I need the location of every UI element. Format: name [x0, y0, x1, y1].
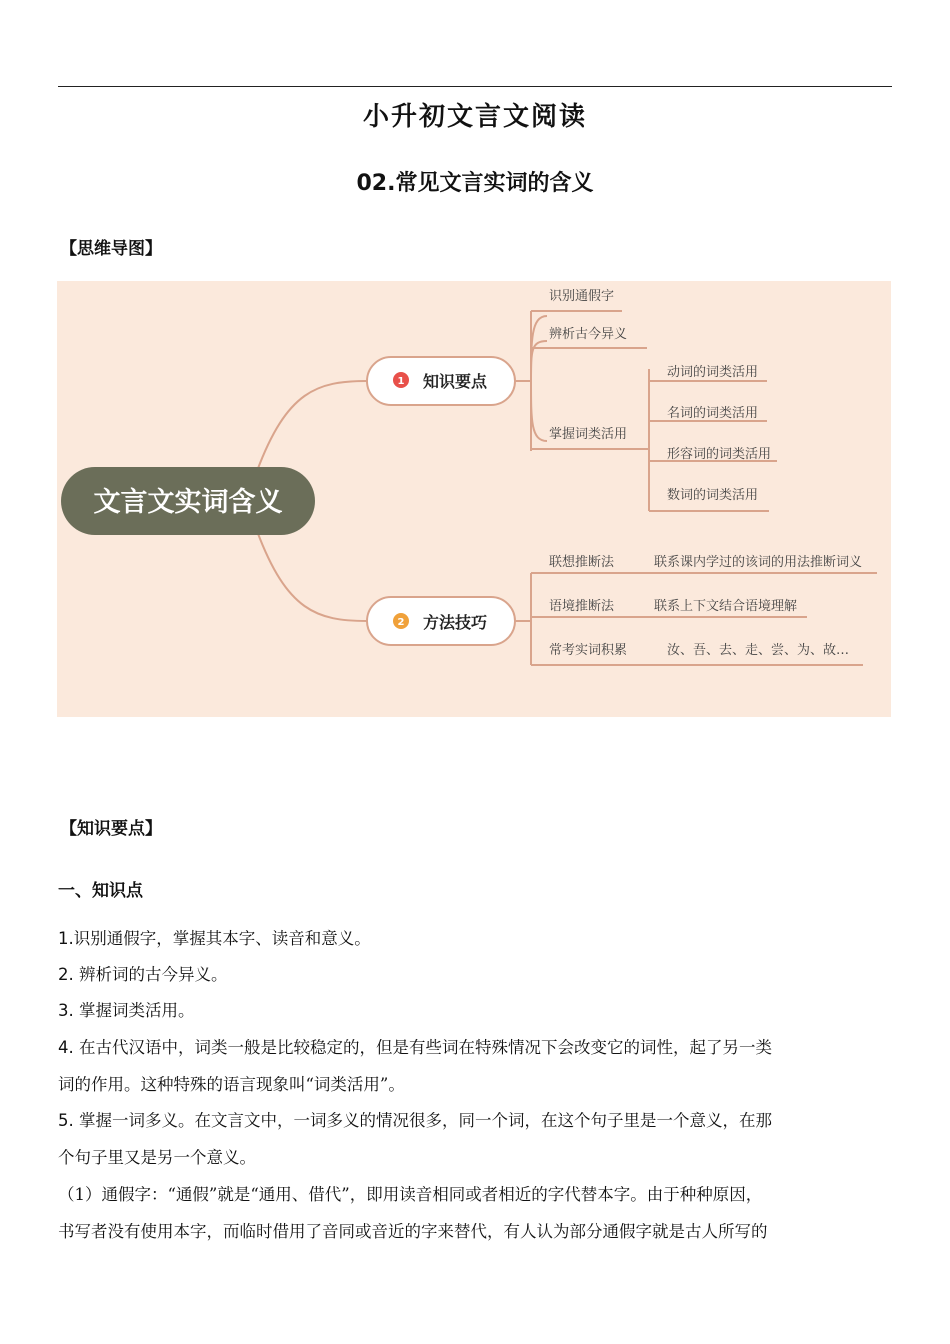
mindmap-subitem: 名词的词类活用	[667, 406, 759, 421]
paragraph-text: 通假字：“通假”就是“通用、借代”，即用读音相同或者相近的字代替本字。由于种种原因，	[101, 1185, 763, 1204]
mindmap-section-label: 【思维导图】	[60, 239, 162, 259]
mindmap-figure	[57, 281, 891, 717]
paragraph-text: 在古代汉语中，词类一般是比较稳定的，但是有些词在特殊情况下会改变它的词性，起了另一类	[79, 1038, 772, 1057]
paragraph-number: 2.	[58, 965, 79, 984]
paragraph-3	[58, 992, 892, 1029]
paragraph-number: 1.	[58, 929, 74, 948]
paragraph-text: 掌握一词多义。在文言文中，一词多义的情况很多，同一个词，在这个句子里是一个意义，在那	[79, 1111, 772, 1130]
mindmap-subitem: 数词的词类活用	[667, 488, 759, 503]
paragraph-number: 3.	[58, 1001, 79, 1020]
paragraph-number: 5.	[58, 1111, 79, 1130]
root-label: 文言文实词含义	[93, 487, 283, 518]
method-desc: 联系课内学过的该词的用法推断词义	[654, 555, 863, 570]
paragraph-number: （1）	[58, 1185, 102, 1204]
method-name: 常考实词积累	[549, 643, 628, 658]
paragraph-text: 掌握词类活用。	[79, 1001, 195, 1020]
paragraph-text: 书写者没有使用本字，而临时借用了音同或音近的字来替代，有人认为部分通假字就是古人所写的	[58, 1222, 768, 1241]
paragraph-text: 辨析词的古今异义。	[79, 965, 228, 984]
paragraph-number: 4.	[58, 1038, 79, 1057]
mindmap-subitem: 动词的词类活用	[667, 365, 759, 380]
mindmap-item: 掌握词类活用	[549, 427, 628, 442]
method-desc: 联系上下文结合语境理解	[654, 599, 798, 614]
document-subtitle: 02.常见文言实词的含义	[356, 171, 594, 196]
paragraph-text: 词的作用。这种特殊的语言现象叫“词类活用”。	[58, 1075, 405, 1094]
branch1-badge: 1	[397, 376, 405, 387]
paragraph-text: 个句子里又是另一个意义。	[58, 1148, 256, 1167]
mindmap-item: 辨析古今异义	[549, 327, 628, 342]
branch2-label: 方法技巧	[423, 613, 488, 632]
method-desc: 汝、吾、去、走、尝、为、故…	[667, 643, 850, 658]
paragraph-text: 识别通假字，掌握其本字、读音和意义。	[73, 929, 371, 948]
paragraph-4	[58, 1029, 892, 1103]
method-name: 语境推断法	[549, 599, 615, 614]
knowledge-section-label: 【知识要点】	[60, 819, 162, 839]
paragraph-5	[58, 1102, 892, 1176]
mindmap-item: 识别通假字	[549, 289, 615, 304]
paragraph-1	[58, 920, 892, 957]
branch2-badge: 2	[397, 617, 405, 628]
section-heading: 一、知识点	[58, 881, 143, 901]
mindmap-subitem: 形容词的词类活用	[667, 447, 772, 462]
paragraph-2	[58, 956, 892, 993]
branch1-label: 知识要点	[423, 372, 488, 391]
paragraph-6	[58, 1176, 892, 1250]
document-title: 小升初文言文阅读	[362, 102, 587, 132]
mindmap-svg	[57, 281, 891, 717]
root-to-branch2-line	[257, 531, 367, 621]
root-to-branch1-line	[257, 381, 367, 471]
method-name: 联想推断法	[549, 555, 615, 570]
header-rule	[58, 86, 892, 87]
